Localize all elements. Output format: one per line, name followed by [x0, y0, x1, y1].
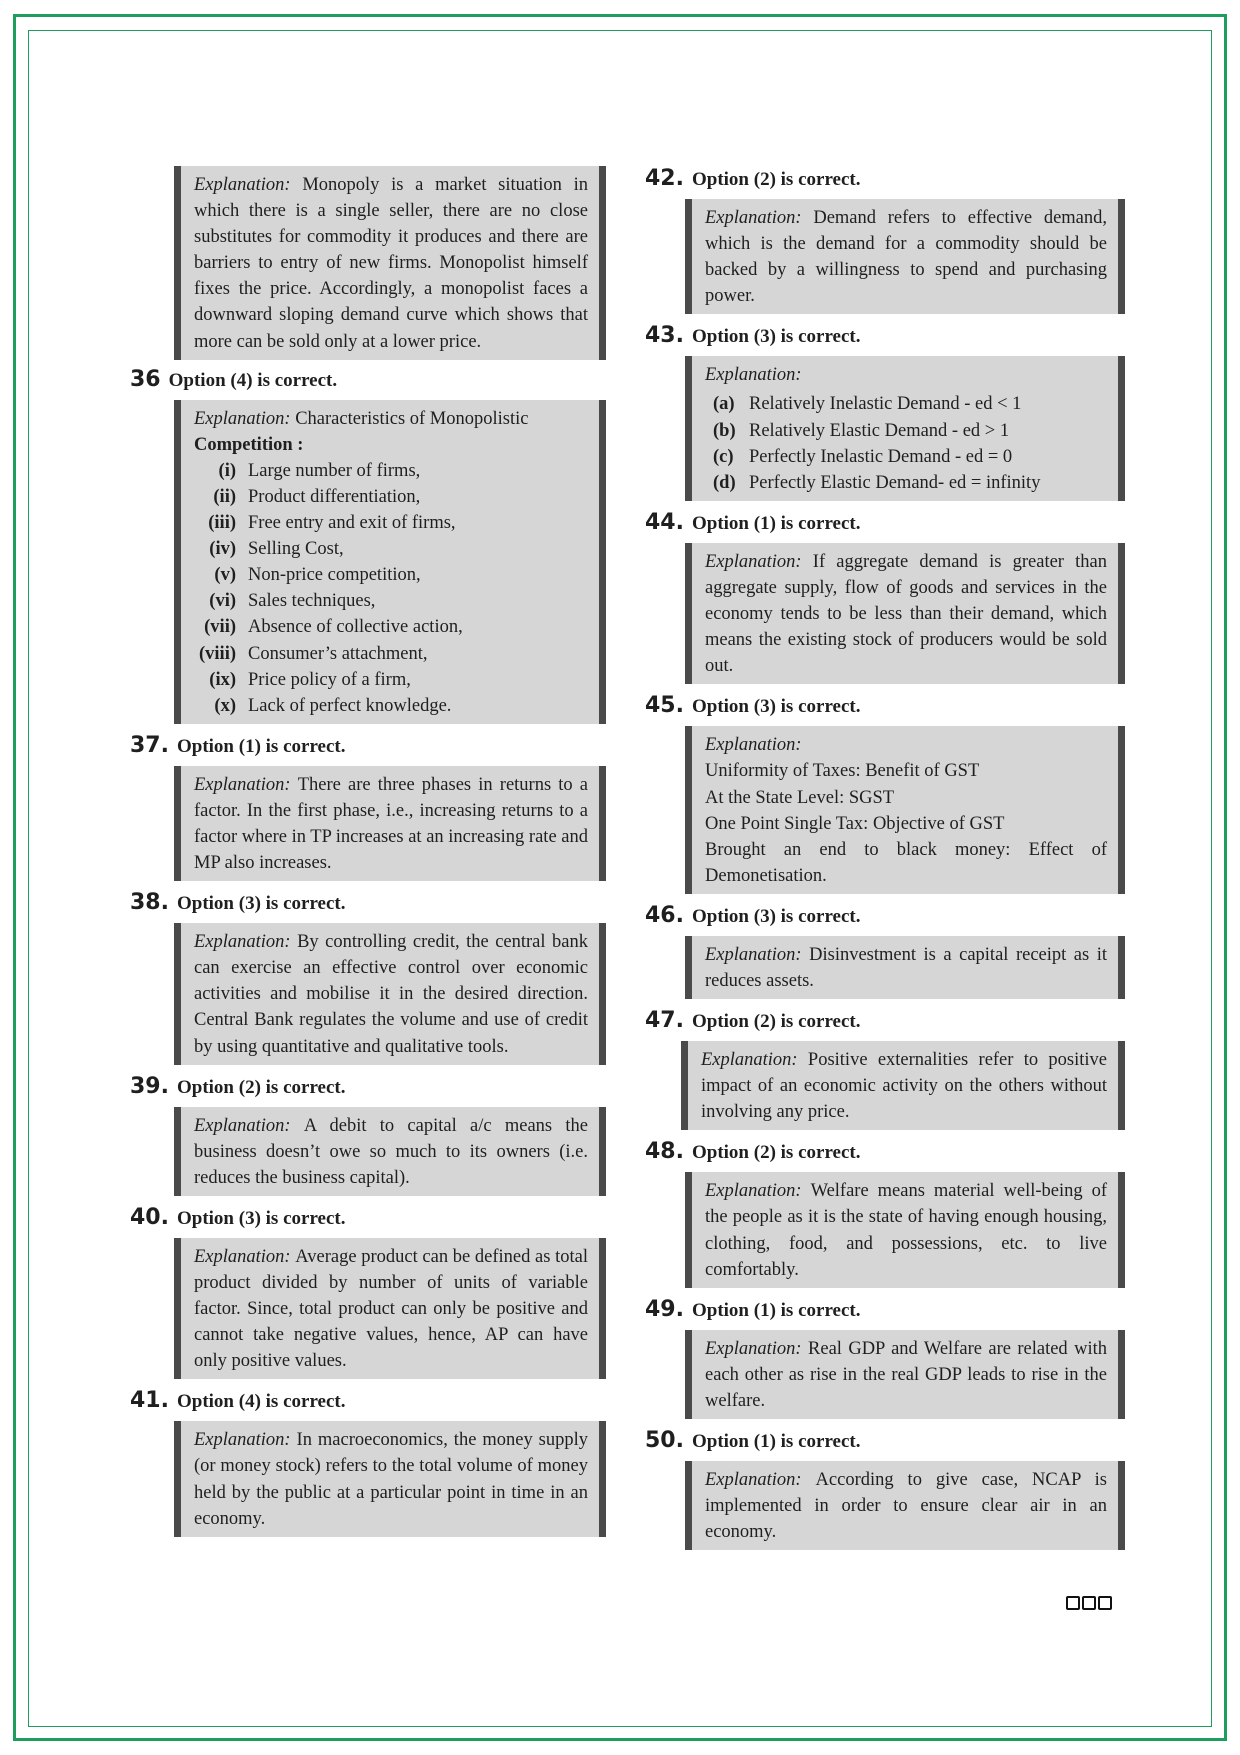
- correct-option: Option (4) is correct.: [168, 369, 338, 391]
- list-marker: (vii): [204, 617, 236, 638]
- correct-option: Option (3) is correct.: [691, 326, 861, 348]
- explanation-lead: Explanation:: [705, 1181, 811, 1202]
- answer-43: [645, 323, 1125, 500]
- question-number: 38.: [130, 890, 169, 916]
- explanation-subhead: Competition :: [194, 434, 304, 455]
- question-number: 37.: [130, 732, 169, 758]
- list-text: Absence of collective action,: [248, 617, 463, 638]
- answer-header: [130, 890, 606, 917]
- answer-header: [645, 166, 1125, 193]
- question-number: 48.: [645, 1139, 684, 1165]
- question-number: 40.: [130, 1204, 169, 1230]
- list-marker: (x): [214, 695, 236, 716]
- list-text: Large number of firms,: [248, 460, 421, 481]
- answer-header: [130, 1074, 606, 1101]
- answer-header: [130, 733, 606, 760]
- explanation-lead: Explanation:: [194, 175, 303, 195]
- question-number: 50.: [645, 1428, 684, 1453]
- list-marker: (ix): [209, 669, 236, 690]
- list-text: Selling Cost,: [248, 539, 344, 560]
- list-marker: (vi): [209, 591, 236, 612]
- explanation-text: Brought an end to black money: Effect of Demonetisation.: [705, 839, 1107, 886]
- list-item: [194, 536, 588, 562]
- answer-36: [130, 367, 606, 724]
- list-marker: (b): [713, 420, 736, 441]
- answer-40: [130, 1205, 606, 1379]
- correct-option: Option (3) is correct.: [176, 1207, 346, 1229]
- answer-header: [130, 1388, 606, 1415]
- list-item: [194, 562, 588, 588]
- explanation-text: Welfare means material well-being of the people as it is the state of having enough housing, clothing, food, and possessions, etc. to live comfortably.: [705, 1181, 1108, 1280]
- answer-41: [130, 1388, 606, 1536]
- answer-45: [645, 693, 1125, 894]
- list-text: Perfectly Inelastic Demand - ed = 0: [749, 446, 1013, 467]
- list-item: [194, 667, 588, 693]
- list-text: Price policy of a firm,: [248, 669, 411, 690]
- correct-option: Option (1) is correct.: [691, 512, 861, 534]
- answer-header: [645, 510, 1125, 537]
- explanation-box: [685, 936, 1125, 999]
- correct-option: Option (1) is correct.: [691, 1299, 861, 1321]
- square-icon: [1098, 1596, 1112, 1610]
- explanation-text: According to give case, NCAP is implemented in order to ensure clear air in an economy.: [705, 1470, 1107, 1543]
- list-item: [194, 510, 588, 536]
- list-text: Relatively Inelastic Demand - ed < 1: [749, 394, 1022, 415]
- list-item: [194, 614, 588, 640]
- list-text: Lack of perfect knowledge.: [248, 695, 452, 716]
- list-text: Free entry and exit of firms,: [248, 513, 456, 534]
- list-marker: (c): [713, 446, 734, 467]
- elasticity-list: [705, 391, 1107, 495]
- question-number: 39.: [130, 1073, 169, 1099]
- answer-37: [130, 733, 606, 881]
- left-column: [130, 166, 606, 1537]
- answer-50: [645, 1428, 1125, 1550]
- explanation-text: In macroeconomics, the money supply (or money stock) refers to the total volume of money held by the public at a particular point in time in an economy.: [194, 1430, 588, 1529]
- square-icon: [1066, 1596, 1080, 1610]
- answer-header: [645, 1428, 1125, 1455]
- question-number: 47.: [645, 1008, 684, 1034]
- answer-header: [645, 1139, 1125, 1166]
- explanation-box: [174, 1107, 606, 1196]
- list-item: [194, 484, 588, 510]
- list-marker: (a): [713, 394, 735, 415]
- answer-header: [645, 903, 1125, 930]
- explanation-lead: Explanation:: [194, 408, 296, 429]
- explanation-lead: Explanation:: [194, 774, 298, 795]
- explanation-text: If aggregate demand is greater than aggregate supply, flow of goods and services in the economy tends to be less than their demand, which means the existing stock of producers would be sold out.: [705, 551, 1107, 677]
- question-number: 43.: [645, 323, 684, 349]
- answer-48: [645, 1139, 1125, 1287]
- explanation-box: [685, 199, 1125, 314]
- explanation-text: There are three phases in returns to a factor. In the first phase, i.e., increasing returns to a factor where in TP increases at an increasing rate and MP also increases.: [194, 774, 589, 874]
- list-item: [705, 444, 1107, 470]
- explanation-text: By controlling credit, the central bank can exercise an effective control over economic activities and mobilise it in the desired direction. Central Bank regulates the volume and use of credit by using quantitative and qualitative tools.: [194, 932, 588, 1057]
- explanation-line: Uniformity of Taxes: Benefit of GST: [705, 761, 980, 782]
- answer-42: [645, 166, 1125, 314]
- explanation-lead: Explanation:: [194, 932, 298, 953]
- list-item: [194, 641, 588, 667]
- explanation-box: [685, 1172, 1125, 1287]
- explanation-text: Demand refers to effective demand, which is the demand for a commodity should be backed by a willingness to spend and purchasing power.: [705, 208, 1108, 307]
- answer-header: [130, 1205, 606, 1232]
- correct-option: Option (2) is correct.: [691, 169, 861, 190]
- list-item: [705, 418, 1107, 444]
- list-item: [194, 693, 588, 719]
- question-number: 41.: [130, 1388, 169, 1414]
- explanation-box: [174, 166, 606, 360]
- question-number: 36: [130, 366, 161, 392]
- explanation-box: [685, 543, 1125, 684]
- answer-35-continued: [174, 166, 606, 360]
- explanation-box: [685, 1461, 1125, 1550]
- explanation-box: [174, 766, 606, 881]
- correct-option: Option (3) is correct.: [176, 893, 346, 915]
- list-marker: (i): [218, 460, 236, 481]
- explanation-line: At the State Level: SGST: [705, 787, 895, 808]
- list-marker: (ii): [213, 486, 236, 507]
- explanation-lead: Explanation:: [194, 1430, 297, 1451]
- answer-header: [645, 1297, 1125, 1324]
- explanation-lead: Explanation:: [705, 208, 814, 228]
- explanation-lead: Explanation:: [705, 1338, 809, 1359]
- list-text: Non-price competition,: [248, 565, 421, 586]
- list-text: Consumer’s attachment,: [248, 643, 428, 664]
- explanation-lead: Explanation:: [194, 1246, 296, 1267]
- correct-option: Option (2) is correct.: [691, 1142, 861, 1164]
- explanation-lead: Explanation:: [705, 944, 810, 965]
- explanation-box: [174, 923, 606, 1064]
- answer-header: [645, 1008, 1125, 1035]
- explanation-text: Real GDP and Welfare are related with each other as rise in the real GDP leads to rise in the welfare.: [705, 1338, 1107, 1411]
- right-column: [645, 160, 1125, 1550]
- explanation-lead: Explanation:: [705, 1470, 816, 1490]
- correct-option: Option (4) is correct.: [176, 1391, 346, 1413]
- characteristics-list: [194, 458, 588, 719]
- list-item: [194, 458, 588, 484]
- answer-39: [130, 1074, 606, 1196]
- explanation-text: Positive externalities refer to positive impact of an economic activity on the others without involving any price.: [701, 1050, 1108, 1123]
- question-number: 49.: [645, 1296, 684, 1322]
- answer-46: [645, 903, 1125, 999]
- list-marker: (viii): [199, 643, 236, 664]
- answer-49: [645, 1297, 1125, 1419]
- question-number: 45.: [645, 693, 684, 719]
- list-marker: (v): [214, 565, 236, 586]
- explanation-box: [685, 356, 1125, 500]
- explanation-box: [681, 1041, 1125, 1130]
- list-text: Relatively Elastic Demand - ed > 1: [749, 420, 1010, 441]
- explanation-lead: Explanation:: [705, 365, 802, 386]
- answer-47: [645, 1008, 1125, 1130]
- explanation-text: A debit to capital a/c means the business doesn’t owe so much to its owners (i.e. reduces the business capital).: [194, 1115, 588, 1188]
- explanation-box: [174, 1238, 606, 1379]
- explanation-box: [685, 726, 1125, 894]
- list-item: [194, 588, 588, 614]
- explanation-lead: Explanation:: [194, 1115, 304, 1136]
- question-number: 44.: [645, 509, 684, 535]
- answer-header: [645, 693, 1125, 720]
- correct-option: Option (2) is correct.: [691, 1011, 861, 1033]
- explanation-lead: Explanation:: [705, 735, 802, 756]
- answer-header: [130, 367, 606, 394]
- explanation-box: [174, 400, 606, 724]
- list-text: Product differentiation,: [248, 486, 421, 507]
- explanation-line: One Point Single Tax: Objective of GST: [705, 813, 1005, 834]
- list-item: [705, 391, 1107, 417]
- correct-option: Option (3) is correct.: [691, 905, 861, 927]
- explanation-lead: Explanation:: [705, 551, 813, 572]
- list-text: Sales techniques,: [248, 591, 376, 612]
- answer-44: [645, 510, 1125, 684]
- answer-38: [130, 890, 606, 1064]
- explanation-box: [174, 1421, 606, 1536]
- correct-option: Option (3) is correct.: [691, 696, 861, 718]
- end-of-section-icon: [1066, 1596, 1112, 1610]
- square-icon: [1082, 1596, 1096, 1610]
- list-item: [705, 470, 1107, 496]
- correct-option: Option (1) is correct.: [176, 735, 346, 757]
- explanation-box: [685, 1330, 1125, 1419]
- list-marker: (iii): [208, 513, 236, 534]
- explanation-text: Characteristics of Monopolistic: [295, 408, 529, 429]
- correct-option: Option (2) is correct.: [176, 1076, 346, 1098]
- question-number: 46.: [645, 902, 684, 928]
- explanation-text: Disinvestment is a capital receipt as it reduces assets.: [705, 944, 1108, 991]
- explanation-lead: Explanation:: [701, 1050, 808, 1071]
- explanation-text: Average product can be defined as total product divided by number of units of variable factor. Since, total product can only be positive and cannot take negative values, hence, AP can have only positive values.: [194, 1246, 588, 1372]
- list-marker: (iv): [209, 539, 236, 560]
- question-number: 42.: [645, 166, 684, 191]
- list-marker: (d): [713, 472, 736, 493]
- answer-header: [645, 323, 1125, 350]
- correct-option: Option (1) is correct.: [691, 1431, 861, 1452]
- list-text: Perfectly Elastic Demand- ed = infinity: [749, 472, 1041, 493]
- explanation-text: Monopoly is a market situation in which there is a single seller, there are no close substitutes for commodity it produces and there are barriers to entry of new firms. Monopolist himself fixes the price. Accordingly, a monopolist faces a downward sloping demand curve which shows that more can be sold only at a lower price.: [194, 175, 588, 352]
